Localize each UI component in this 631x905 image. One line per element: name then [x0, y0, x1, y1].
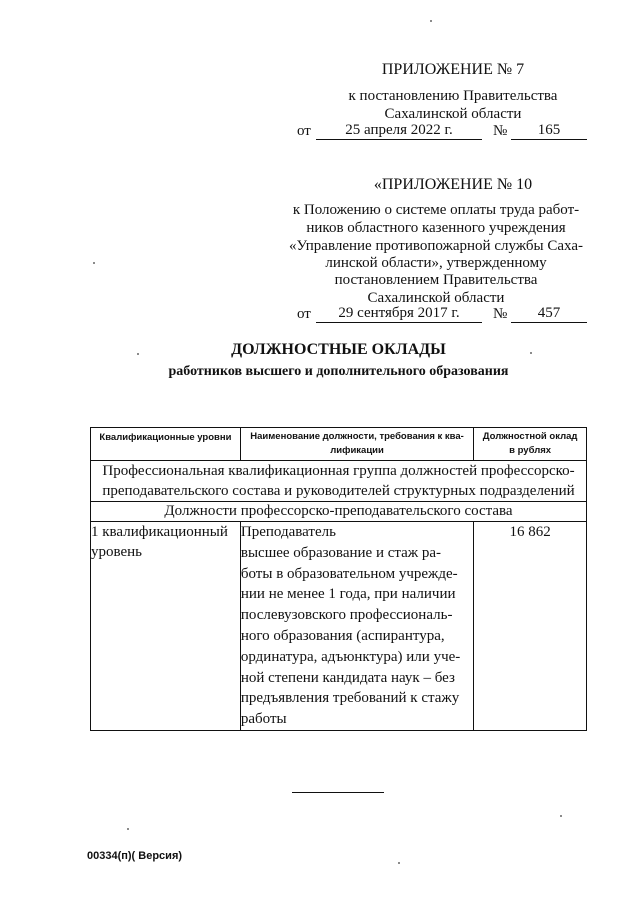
- appendix-num-label: №: [493, 123, 508, 139]
- requirement-line: работы: [240, 711, 287, 728]
- page-subtitle: работников высшего и дополнительного образования: [168, 364, 509, 379]
- scan-speck: [530, 352, 532, 354]
- requirement-line: ного образования (аспирантура,: [240, 627, 445, 644]
- appendix-from-label: от: [297, 123, 311, 139]
- appendix-prev-line-1: к Положению о системе оплаты труда работ-: [292, 202, 580, 218]
- appendix-number: 165: [537, 122, 561, 138]
- appendix-line-2: Сахалинской области: [384, 106, 522, 122]
- qual-level-line-1: 1 квалификационный: [91, 524, 228, 540]
- qual-level-cell: [91, 522, 241, 731]
- group-cell: [91, 461, 587, 502]
- appendix-prev-line-2: ников областного казенного учреждения: [306, 220, 566, 236]
- scan-speck: [430, 20, 432, 22]
- subgroup-cell: Должности профессорско-преподавательского состава: [91, 502, 587, 522]
- page-title: ДОЛЖНОСТНЫЕ ОКЛАДЫ: [231, 341, 446, 358]
- salary-table: [90, 427, 587, 731]
- prev-date-underline: [316, 322, 482, 323]
- header-position-line-2: лификации: [330, 445, 384, 456]
- requirement-line: ординатура, адъюнктура) или уче-: [240, 648, 461, 665]
- requirement-line: боты в образовательном учрежде-: [240, 565, 458, 582]
- salary-cell: 16 862: [474, 522, 587, 731]
- position-cell: [240, 522, 473, 731]
- header-position: [240, 428, 473, 461]
- appendix-date: 25 апреля 2022 г.: [345, 122, 453, 138]
- appendix-prev-number: 457: [537, 305, 561, 321]
- group-row: [91, 461, 587, 502]
- header-position-line-1: Наименование должности, требования к ква-: [250, 431, 464, 442]
- number-underline: [511, 139, 587, 140]
- requirement-line: послевузовского профессиональ-: [240, 607, 453, 624]
- group-line-2: преподавательского состава и руководителей структурных подразделений: [102, 483, 575, 499]
- scan-speck: [398, 862, 400, 864]
- appendix-prev-line-4: линской области», утвержденному: [325, 255, 547, 271]
- header-salary: [474, 428, 587, 461]
- subgroup-row: [91, 502, 587, 522]
- prev-number-underline: [511, 322, 587, 323]
- position-name: Преподаватель: [240, 524, 336, 540]
- closing-rule: [292, 792, 384, 793]
- scan-speck: [93, 262, 95, 264]
- requirement-line: предъявления требований к стажу: [240, 690, 460, 707]
- header-salary-line-1: Должностной оклад: [482, 431, 578, 442]
- appendix-prev-num-label: №: [493, 306, 508, 322]
- requirement-line: нии не менее 1 года, при наличии: [240, 586, 456, 603]
- date-underline: [316, 139, 482, 140]
- header-qual-level: [91, 428, 241, 461]
- appendix-prev-title: «ПРИЛОЖЕНИЕ № 10: [373, 176, 533, 193]
- appendix-prev-line-3: «Управление противопожарной службы Саха-: [288, 238, 584, 254]
- table-header-row: [91, 428, 587, 461]
- table-row: [91, 522, 587, 731]
- appendix-prev-date: 29 сентября 2017 г.: [338, 305, 460, 321]
- appendix-prev-from-label: от: [297, 306, 311, 322]
- scan-speck: [127, 828, 129, 830]
- appendix-title: ПРИЛОЖЕНИЕ № 7: [381, 61, 525, 78]
- appendix-prev-line-5: постановлением Правительства: [334, 272, 538, 288]
- scan-speck: [560, 815, 562, 817]
- header-salary-line-2: в рублях: [509, 445, 552, 456]
- qual-level-line-2: уровень: [91, 544, 143, 560]
- requirement-line: высшее образование и стаж ра-: [240, 544, 442, 561]
- group-line-1: Профессиональная квалификационная группа должностей профессорско-: [102, 463, 575, 479]
- requirement-line: ной степени кандидата наук – без: [240, 669, 455, 686]
- appendix-prev-line-6: Сахалинской области: [367, 290, 505, 306]
- header-qual-level-text: Квалификационные уровни: [99, 432, 232, 443]
- scan-speck: [137, 353, 139, 355]
- appendix-line-1: к постановлению Правительства: [348, 88, 558, 104]
- footer-code: 00334(п)( Версия): [87, 850, 183, 862]
